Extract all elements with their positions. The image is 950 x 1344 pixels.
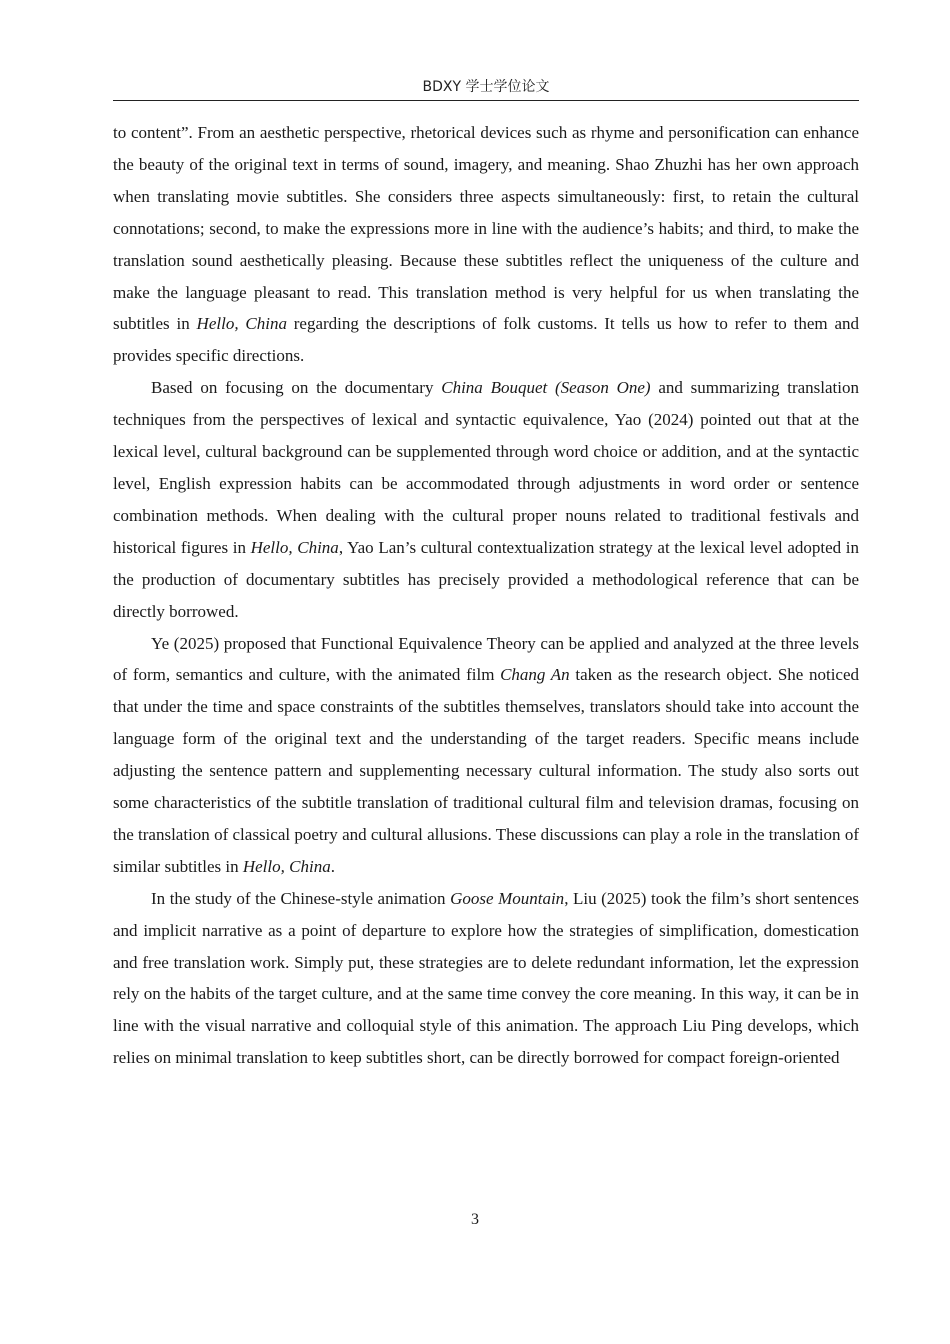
italic-title: Goose Mountain	[450, 888, 565, 908]
italic-title: Hello, China	[196, 314, 287, 334]
paragraph: Based on focusing on the documentary China Bouquet (Season One) and summarizing translation techniques from the perspectives of lexical and syntactic equivalence, Yao (2024) pointed out that at the lexical level, cultural background can be supplemented through word choice or addition, and at the syntactic level, English expression habits can be accommodated through adjustments in word order or sentence combination methods. When dealing with the cultural proper nouns related to traditional festivals and historical figures in Hello, China, Yao Lan’s cultural contextualization strategy at the lexical level adopted in the production of documentary subtitles has precisely provided a methodological reference that can be directly borrowed.	[113, 378, 859, 621]
paragraph: Ye (2025) proposed that Functional Equivalence Theory can be applied and analyzed at the three levels of form, semantics and culture, with the animated film Chang An taken as the research object. She noticed that under the time and space constraints of the subtitles themselves, translators should take into account the language form of the original text and the understanding of the target readers. Specific means include adjusting the sentence pattern and supplementing necessary cultural information. The study also sorts out some characteristics of the subtitle translation of traditional cultural film and television dramas, focusing on the translation of classical poetry and cultural allusions. These discussions can play a role in the translation of similar subtitles in Hello, China.	[113, 633, 860, 876]
paragraph: In the study of the Chinese-style animation Goose Mountain, Liu (2025) took the film’s short sentences and implicit narrative as a point of departure to explore how the strategies of simplification, domestication and free translation work. Simply put, these strategies are to delete redundant information, let the expression rely on the habits of the target culture, and at the same time convey the core meaning. In this way, it can be in line with the visual narrative and colloquial style of this animation. The approach Liu Ping develops, which relies on minimal translation to keep subtitles short, can be directly borrowed for compact foreign-oriented	[113, 888, 860, 1068]
running-header	[113, 76, 859, 101]
italic-title: Hello, China	[250, 537, 339, 557]
paragraph: to content”. From an aesthetic perspective, rhetorical devices such as rhyme and personification can enhance the beauty of the original text in terms of sound, imagery, and meaning. Shao Zhuzhi has her own approach when translating movie subtitles. She considers three aspects simultaneously: first, to retain the cultural connotations; second, to make the expressions more in line with the audience’s habits; and third, to make the translation sound aesthetically pleasing. Because these subtitles reflect the uniqueness of the culture and make the language pleasant to read. This translation method is very helpful for us when translating the subtitles in Hello, China regarding the descriptions of folk customs. It tells us how to refer to them and provides specific directions.	[113, 123, 859, 366]
italic-title: Chang An	[500, 665, 570, 685]
header-title: BDXY 学士学位论文	[422, 79, 550, 95]
italic-title: China Bouquet (Season One)	[441, 378, 651, 398]
page-number: 3	[471, 1211, 479, 1228]
body-text	[113, 117, 859, 1074]
italic-title: Hello, China	[242, 856, 331, 876]
